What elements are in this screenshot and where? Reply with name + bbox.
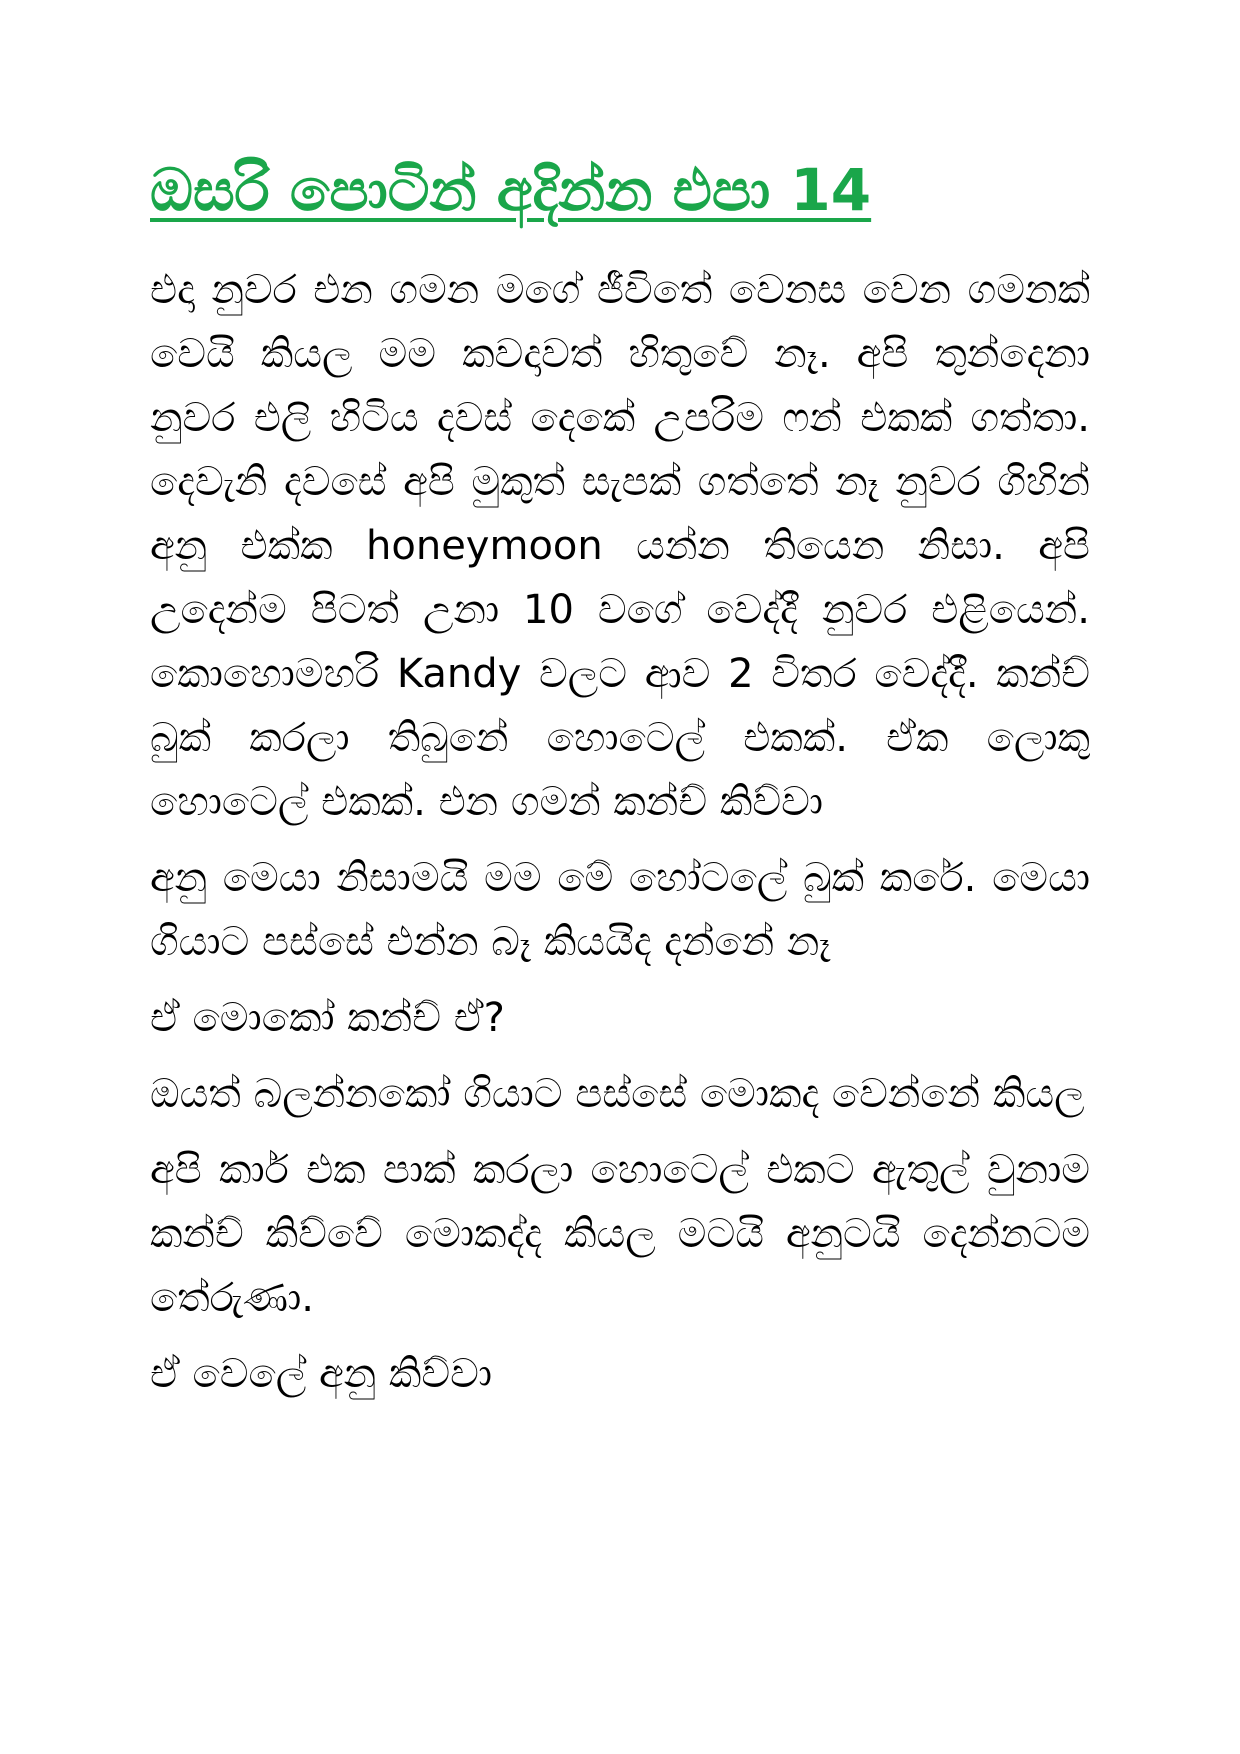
paragraph-2: අනු මෙයා නිසාමයි මම මේ හෝටලේ බුක් කරේ. මෙයා ගියාට පස්සේ එන්න බෑ කියයිද දන්නේ නෑ xyxy=(150,855,1090,965)
paragraph-4: ඔයත් බලන්නකෝ ගියාට පස්සේ මොකද වෙන්නේ කියල xyxy=(150,1071,1085,1117)
paragraph-3: ඒ මොකෝ කන්ච් ඒ? xyxy=(150,995,505,1041)
story-body xyxy=(150,258,1090,1418)
paragraph-1: එදා නුවර එන ගමන මගේ ජීවිතේ වෙනස වෙන ගමනක් වෙයි කියල මම කවදාවත් හිතුවේ නෑ. අපි තුන්දෙනා නුවර එලි හිටිය දවස් දෙකේ උපරිම ෆන් එකක් ගත්තා. දෙවැනි දවසේ අපි මුකුත් සැපක් ගත්තේ නෑ නුවර ගිහින් අනු එක්ක honeymoon යන්න තියෙන නිසා. අපි උදෙන්ම පිටත් උනා 10 වගේ වෙද්දී නුවර එළියෙන්. කොහොමහරි Kandy වලට ආව 2 විතර වෙද්දී. කන්ච් බුක් කරලා තිබුනේ හොටෙල් එකක්. ඒක ලොකු හොටෙල් එකක්. එන ගමන් කන්ච් කිව්වා xyxy=(150,267,1090,825)
paragraph-5: අපි කාර් එක පාක් කරලා හොටෙල් එකට ඇතුල් වුනාම කන්ච් කිව්වේ මොකද්ද කියල මටයි අනුටයි දෙන්නටම තේරුණා. xyxy=(150,1147,1090,1321)
paragraph-6: ඒ වෙලේ අනු කිව්වා xyxy=(150,1351,493,1397)
story-title: ඔසරි පොටින් අදින්න එපා 14 xyxy=(150,156,872,224)
